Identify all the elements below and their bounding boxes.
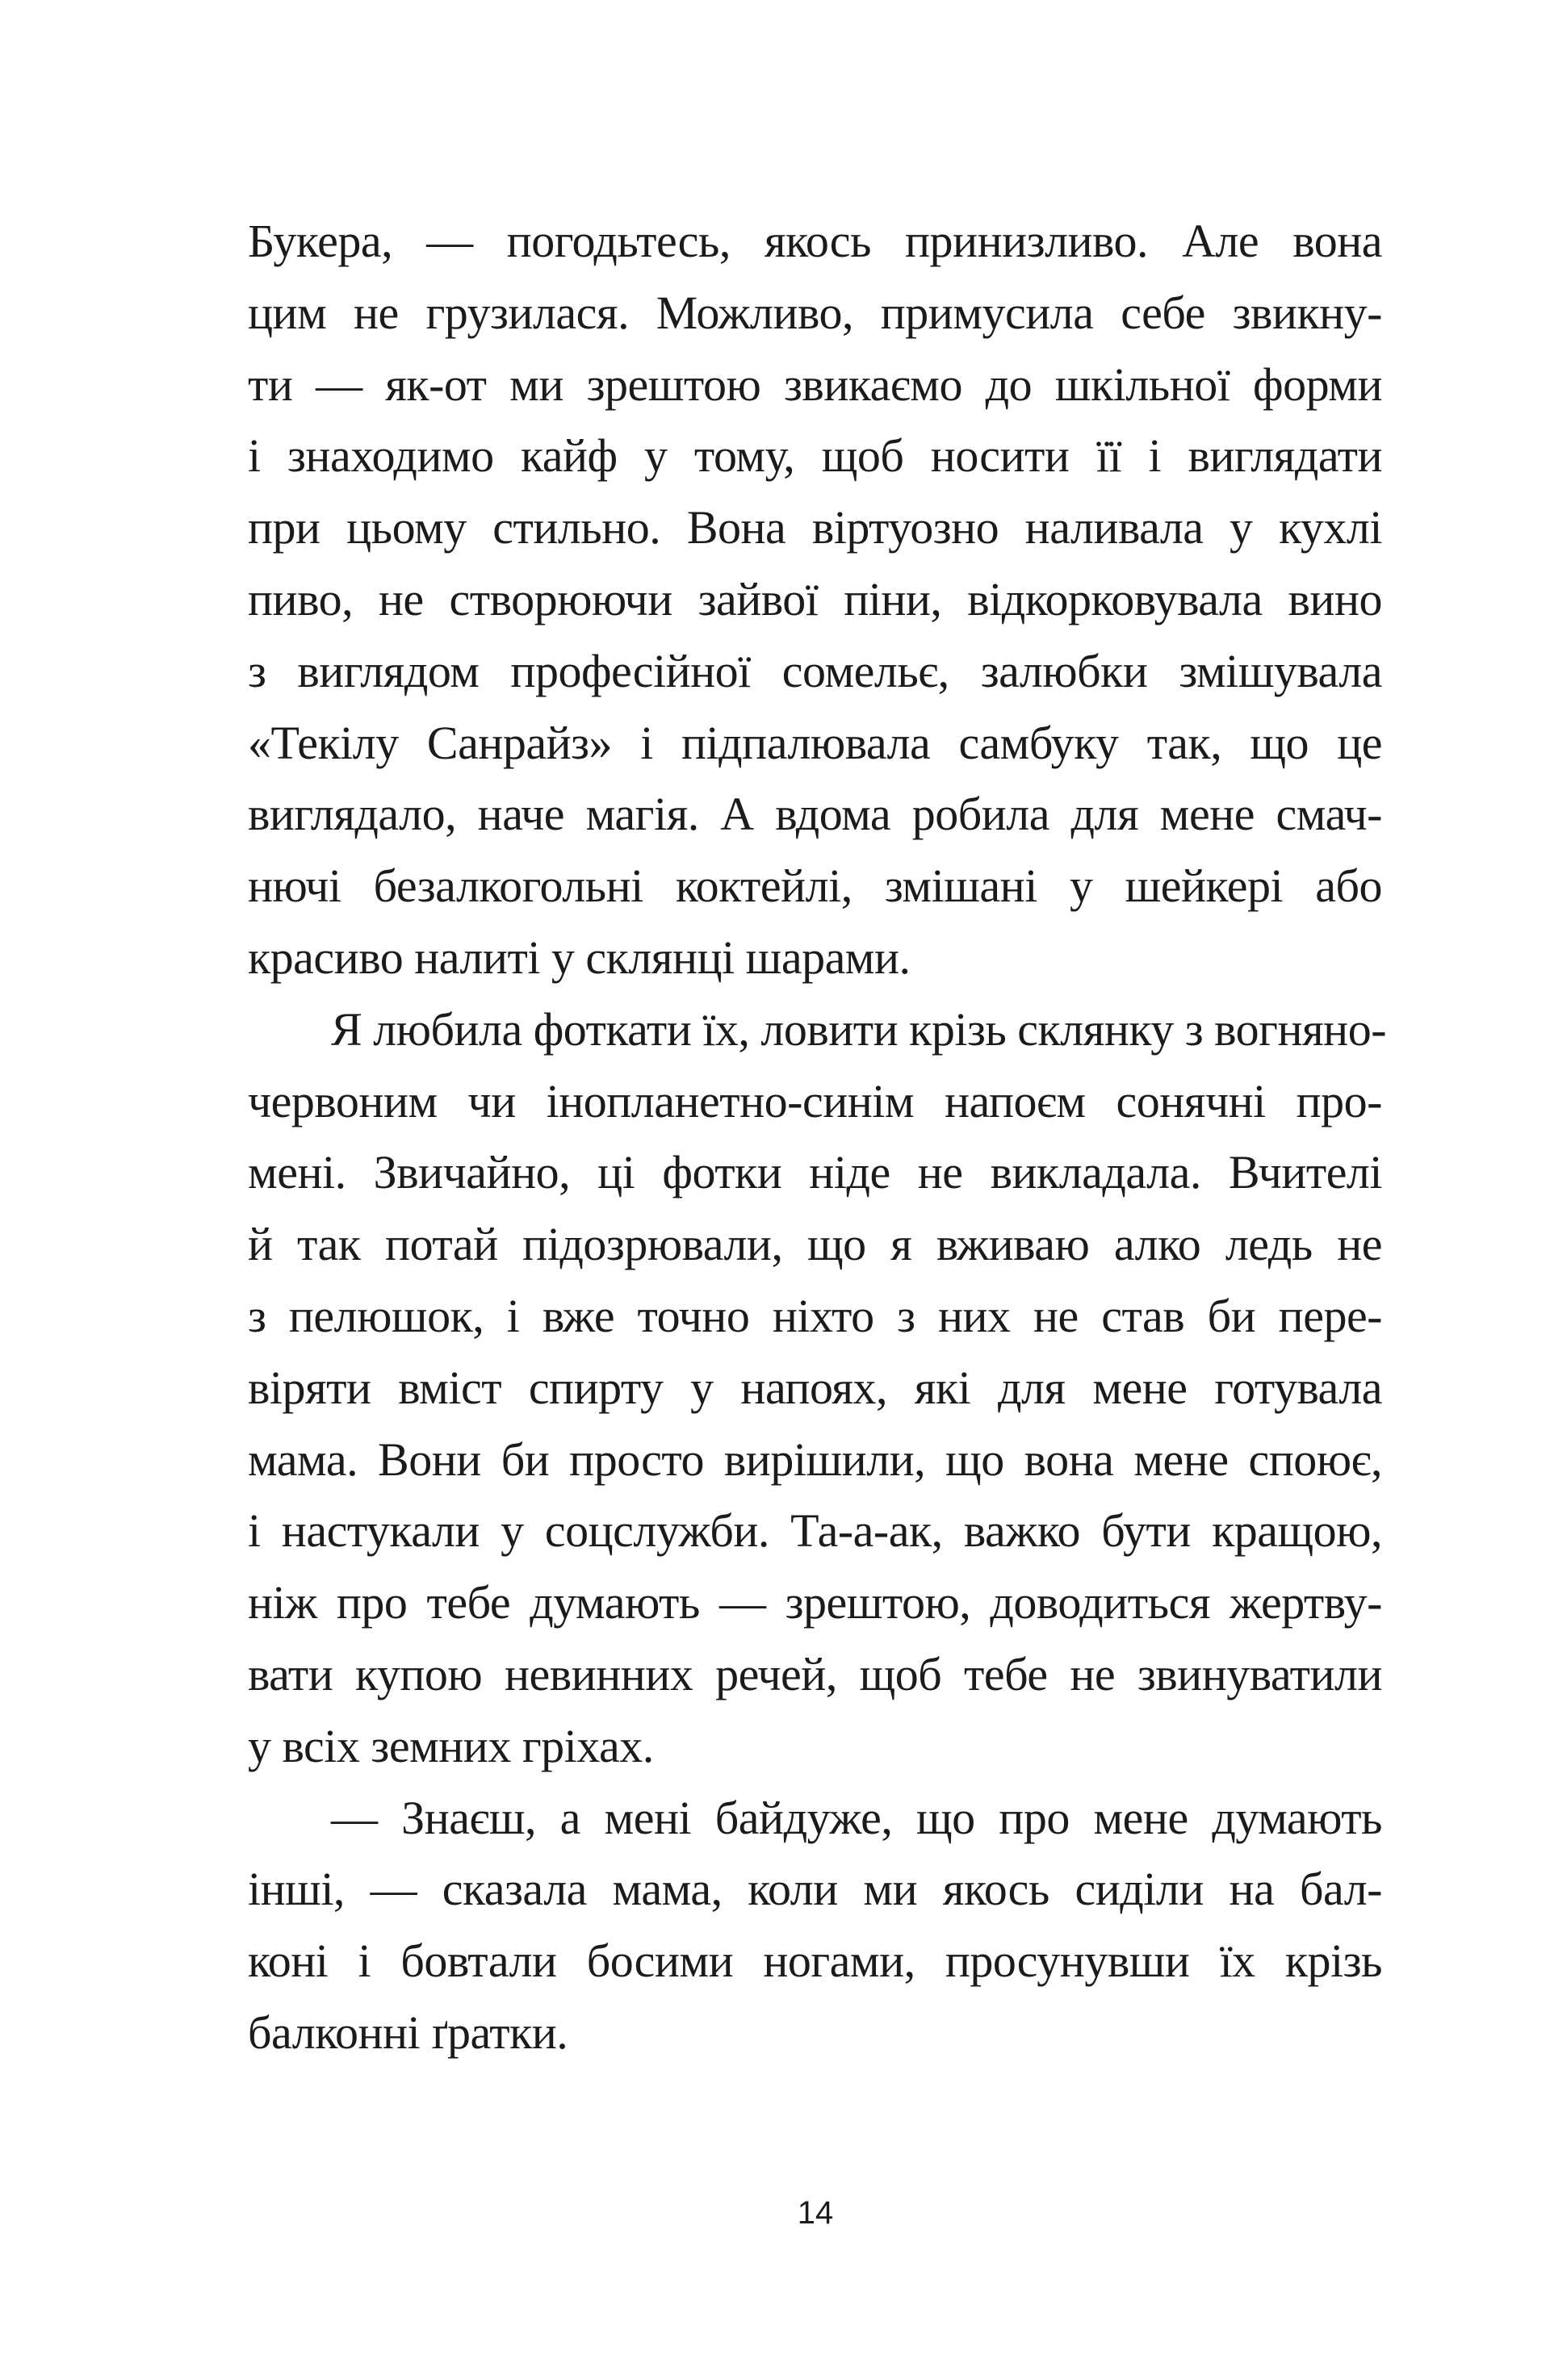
- text-line: коні і бовтали босими ногами, просунувши їх крізь: [248, 1935, 1382, 1988]
- text-line: з виглядом професійної сомельє, залюбки змішувала: [248, 644, 1382, 697]
- page-number: 14: [797, 2195, 834, 2231]
- text-line: балконні ґратки.: [248, 2006, 568, 2059]
- paragraph: [248, 1783, 1382, 2069]
- text-line: мені. Звичайно, ці фотки ніде не викладала. Вчителі: [248, 1146, 1382, 1199]
- text-line: виглядало, наче магія. А вдома робила для мене смач-: [248, 788, 1382, 841]
- text-line: віряти вміст спирту у напоях, які для мене готувала: [248, 1361, 1382, 1414]
- text-line: ти — як-от ми зрештою звикаємо до шкільної форми: [248, 358, 1382, 411]
- page-body-text: [248, 206, 1387, 2069]
- text-line: при цьому стильно. Вона віртуозно наливала у кухлі: [248, 501, 1382, 554]
- text-line: — Знаєш, а мені байдуже, що про мене думають: [331, 1791, 1382, 1844]
- text-line: з пелюшок, і вже точно ніхто з них не став би пере-: [248, 1289, 1382, 1342]
- text-line: пиво, не створюючи зайвої піни, відкорковувала вино: [248, 572, 1382, 625]
- text-line: «Текілу Санрайз» і підпалювала самбуку так, що це: [248, 716, 1382, 769]
- text-line: і настукали у соцслужби. Та-а-ак, важко бути кращою,: [248, 1504, 1382, 1558]
- text-line: ніж про тебе думають — зрештою, доводиться жертву-: [248, 1576, 1382, 1629]
- text-line: нючі безалкогольні коктейлі, змішані у шейкері або: [248, 860, 1382, 913]
- text-line: інші, — сказала мама, коли ми якось сиділи на бал-: [248, 1863, 1382, 1916]
- text-line: і знаходимо кайф у тому, щоб носити її і виглядати: [248, 429, 1382, 483]
- text-line: й так потай підозрювали, що я вживаю алко ледь не: [248, 1218, 1382, 1271]
- text-line: у всіх земних гріхах.: [248, 1719, 654, 1772]
- paragraph: [248, 206, 1382, 994]
- paragraph: [248, 994, 1387, 1783]
- text-line: красиво налиті у склянці шарами.: [248, 931, 911, 984]
- text-line: червоним чи інопланетно-синім напоєм сонячні про-: [248, 1074, 1382, 1127]
- text-line: вати купою невинних речей, щоб тебе не звинуватили: [248, 1647, 1382, 1700]
- text-line: Букера, — погодьтесь, якось принизливо. Але вона: [248, 215, 1382, 267]
- text-line: цим не грузилася. Можливо, примусила себе звикну-: [248, 286, 1382, 339]
- text-line: мама. Вони би просто вирішили, що вона мене споює,: [248, 1433, 1382, 1486]
- text-line: Я любила фоткати їх, ловити крізь склянку з вогняно-: [331, 1002, 1387, 1056]
